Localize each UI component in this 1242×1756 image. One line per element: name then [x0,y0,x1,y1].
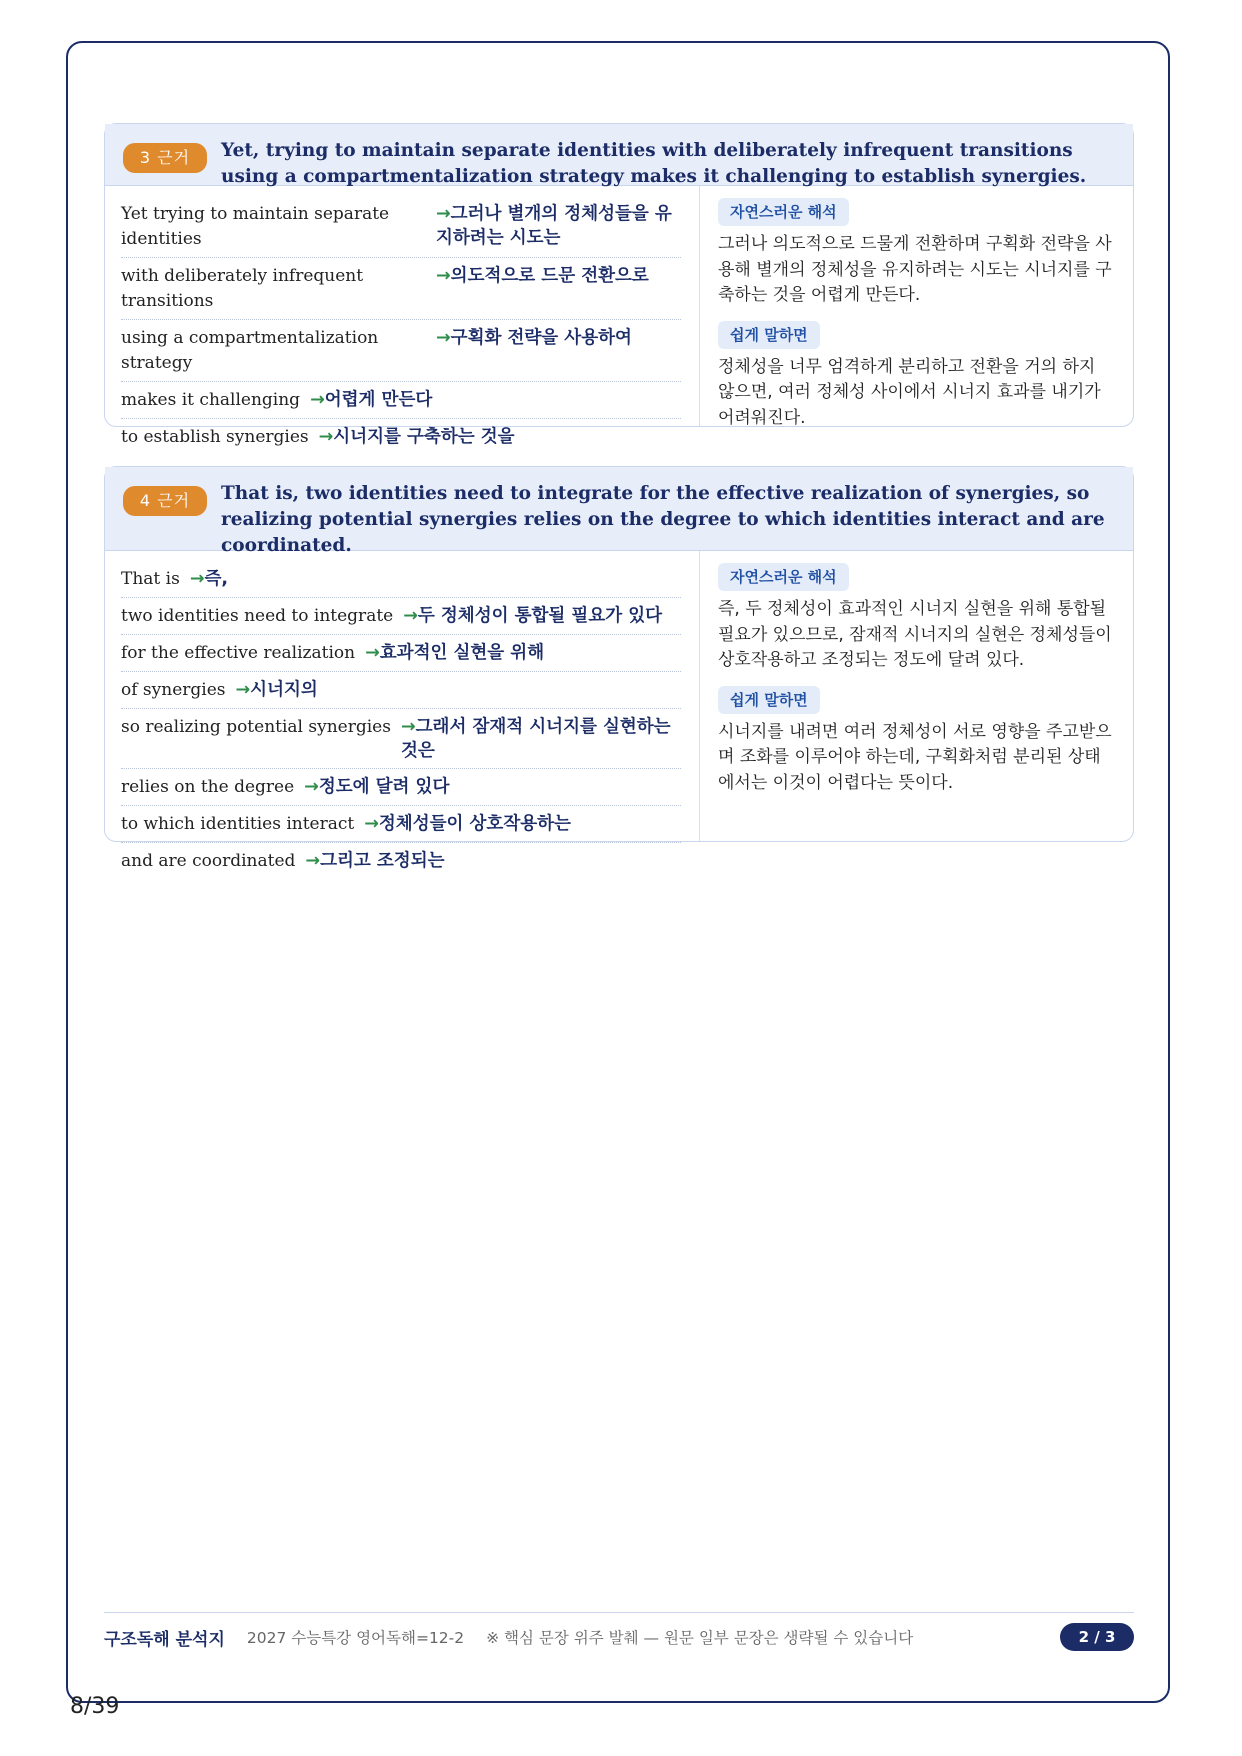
chunk-en: for the effective realization [121,643,356,663]
chunk-en: relies on the degree [121,777,295,797]
arrow-icon: → [304,777,319,797]
chunk-ko: →시너지의 [235,680,318,700]
natural-text: 그러나 의도적으로 드물게 전환하며 구획화 전략을 사용해 별개의 정체성을 유지하려는 시도는 시너지를 구축하는 것을 어렵게 만든다. [718,234,1112,305]
chunk-en: with deliberately infrequent transitions [121,266,364,311]
chunk-row [121,258,681,320]
arrow-icon: → [235,680,251,700]
arrow-icon: → [318,427,334,447]
chunk-row [121,320,681,382]
natural-label: 자연스러운 해석 [718,563,849,591]
chunk-row [121,598,681,635]
page-index: 8/39 [70,1694,120,1719]
evidence-badge: 4 근거 [123,486,207,516]
chunk-list [105,551,700,871]
chunk-row [121,709,681,769]
chunk-en: to which identities interact [121,814,355,834]
chunk-en: and are coordinated [121,851,296,871]
analysis-card-3 [104,123,1134,447]
interpretation-panel [700,186,1133,426]
simple-label: 쉽게 말하면 [718,321,820,349]
page-number-badge: 2 / 3 [1060,1623,1134,1651]
footer-divider [104,1612,1134,1613]
chunk-en: two identities need to integrate [121,606,394,626]
card-header [105,124,1133,186]
chunk-ko: →구획화 전략을 사용하여 [436,328,632,348]
simple-label: 쉽게 말하면 [718,686,820,714]
chunk-ko: →두 정체성이 통합될 필요가 있다 [403,606,663,626]
chunk-list [105,186,700,447]
footer-note: ※ 핵심 문장 위주 발췌 — 원문 일부 문장은 생략될 수 있습니다 [486,1629,914,1647]
chunk-en: Yet trying to maintain separate identities [121,204,390,249]
chunk-en: of synergies [121,680,226,700]
chunk-ko: →정도에 달려 있다 [304,777,450,797]
chunk-en: That is [121,569,180,589]
chunk-ko: →즉, [189,569,229,589]
simple-text: 시너지를 내려면 여러 정체성이 서로 영향을 주고받으며 조화를 이루어야 하는데, 구획화처럼 분리된 상태에서는 이것이 어렵다는 뜻이다. [718,721,1112,793]
arrow-icon: → [365,643,380,663]
chunk-ko: →그러나 별개의 정체성들을 유지하려는 시도는 [436,204,672,248]
key-sentence: Yet, trying to maintain separate identities with deliberately infrequent transitions using a compartmentalization strategy makes it challenging to establish synergies. [221,140,1087,187]
chunk-ko: →정체성들이 상호작용하는 [364,814,571,834]
chunk-row [121,769,681,806]
chunk-ko: →의도적으로 드문 전환으로 [436,266,649,286]
natural-label: 자연스러운 해석 [718,198,849,226]
chunk-en: so realizing potential synergies [121,717,391,737]
chunk-row [121,561,681,598]
arrow-icon: → [436,266,451,286]
chunk-ko: →그리고 조정되는 [305,851,445,871]
key-sentence: That is, two identities need to integrate for the effective realization of synergies, so realizing potential synergies relies on the degree to which identities interact and are coordinated. [221,483,1105,556]
chunk-row [121,635,681,672]
chunk-row [121,672,681,709]
chunk-row [121,196,681,258]
chunk-en: to establish synergies [121,427,309,447]
card-header [105,467,1133,556]
simple-text: 정체성을 너무 엄격하게 분리하고 전환을 거의 하지 않으면, 여러 정체성 사이에서 시너지 효과를 내기가 어려워진다. [718,356,1101,428]
arrow-icon: → [310,390,325,410]
footer [104,1620,1134,1654]
chunk-row [121,843,681,879]
arrow-icon: → [403,606,418,626]
arrow-icon: → [305,851,321,871]
arrow-icon: → [364,814,379,834]
arrow-icon: → [400,717,416,737]
arrow-icon: → [436,328,451,348]
chunk-row [121,419,681,455]
chunk-row [121,806,681,843]
footer-subtitle: 2027 수능특강 영어독해=12-2 [246,1629,465,1647]
footer-title: 구조독해 분석지 [104,1629,225,1650]
natural-text: 즉, 두 정체성이 효과적인 시너지 실현을 위해 통합될 필요가 있으므로, 잠재적 시너지의 실현은 정체성들이 상호작용하고 조정되는 정도에 달려 있다. [718,599,1112,670]
chunk-row [121,382,681,419]
chunk-en: makes it challenging [121,390,301,410]
evidence-badge: 3 근거 [123,143,207,173]
interpretation-panel [700,551,1133,841]
arrow-icon: → [436,204,451,224]
analysis-card-4 [104,466,1134,871]
chunk-ko: →그래서 잠재적 시너지를 실현하는 것은 [400,717,671,761]
chunk-ko: →시너지를 구축하는 것을 [318,427,515,447]
arrow-icon: → [189,569,205,589]
chunk-ko: →어렵게 만든다 [310,390,433,410]
chunk-en: using a compartmentalization strategy [121,328,379,373]
chunk-ko: →효과적인 실현을 위해 [365,643,545,663]
